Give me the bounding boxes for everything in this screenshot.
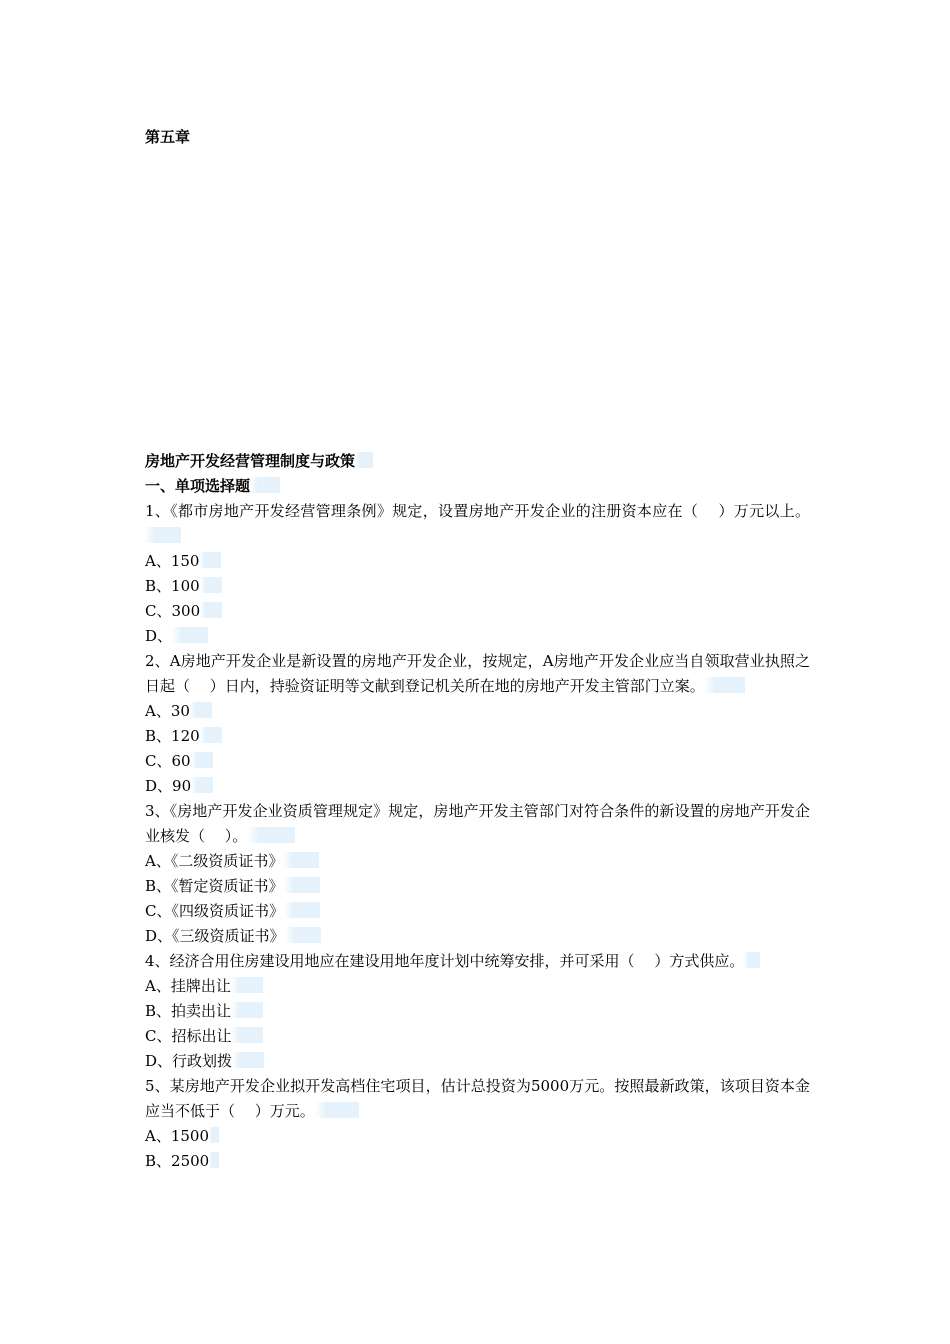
question-1-option-d: D、	[145, 624, 810, 649]
question-4: 4、经济合用住房建设用地应在建设用地年度计划中统筹安排，并可采用（ ）方式供应。	[145, 949, 810, 974]
document-body	[145, 449, 810, 1174]
question-4-option-c: C、招标出让	[145, 1024, 810, 1049]
question-2-option-a: A、30	[145, 699, 810, 724]
question-5-option-a: A、1500	[145, 1124, 810, 1149]
question-1-option-a: A、150	[145, 549, 810, 574]
question-3-option-d: D、《三级资质证书》	[145, 924, 810, 949]
section-title: 房地产开发经营管理制度与政策	[145, 449, 810, 474]
question-5: 5、某房地产开发企业拟开发高档住宅项目，估计总投资为5000万元。按照最新政策，该项目资本金应当不低于（ ）万元。	[145, 1077, 810, 1120]
question-2-option-d: D、90	[145, 774, 810, 799]
question-3: 3、《房地产开发企业资质管理规定》规定，房地产开发主管部门对符合条件的新设置的房地产开发企业核发（ ）。	[145, 802, 810, 845]
question-4-option-d: D、行政划拨	[145, 1049, 810, 1074]
question-3-option-a: A、《二级资质证书》	[145, 849, 810, 874]
question-4-option-a: A、挂牌出让	[145, 974, 810, 999]
question-2-option-c: C、60	[145, 749, 810, 774]
chapter-title: 第五章	[145, 128, 191, 146]
question-4-option-b: B、拍卖出让	[145, 999, 810, 1024]
part-title: 一、单项选择题	[145, 474, 810, 499]
question-3-option-c: C、《四级资质证书》	[145, 899, 810, 924]
question-2-option-b: B、120	[145, 724, 810, 749]
question-5-option-b: B、2500	[145, 1149, 810, 1174]
question-1-option-b: B、100	[145, 574, 810, 599]
question-1: 1、《都市房地产开发经营管理条例》规定，设置房地产开发企业的注册资本应在（ ）万元以上。	[145, 499, 810, 549]
question-3-option-b: B、《暂定资质证书》	[145, 874, 810, 899]
question-1-option-c: C、300	[145, 599, 810, 624]
question-2: 2、A房地产开发企业是新设置的房地产开发企业，按规定，A房地产开发企业应当自领取营业执照之日起（ ）日内，持验资证明等文献到登记机关所在地的房地产开发主管部门立案。	[145, 652, 810, 695]
